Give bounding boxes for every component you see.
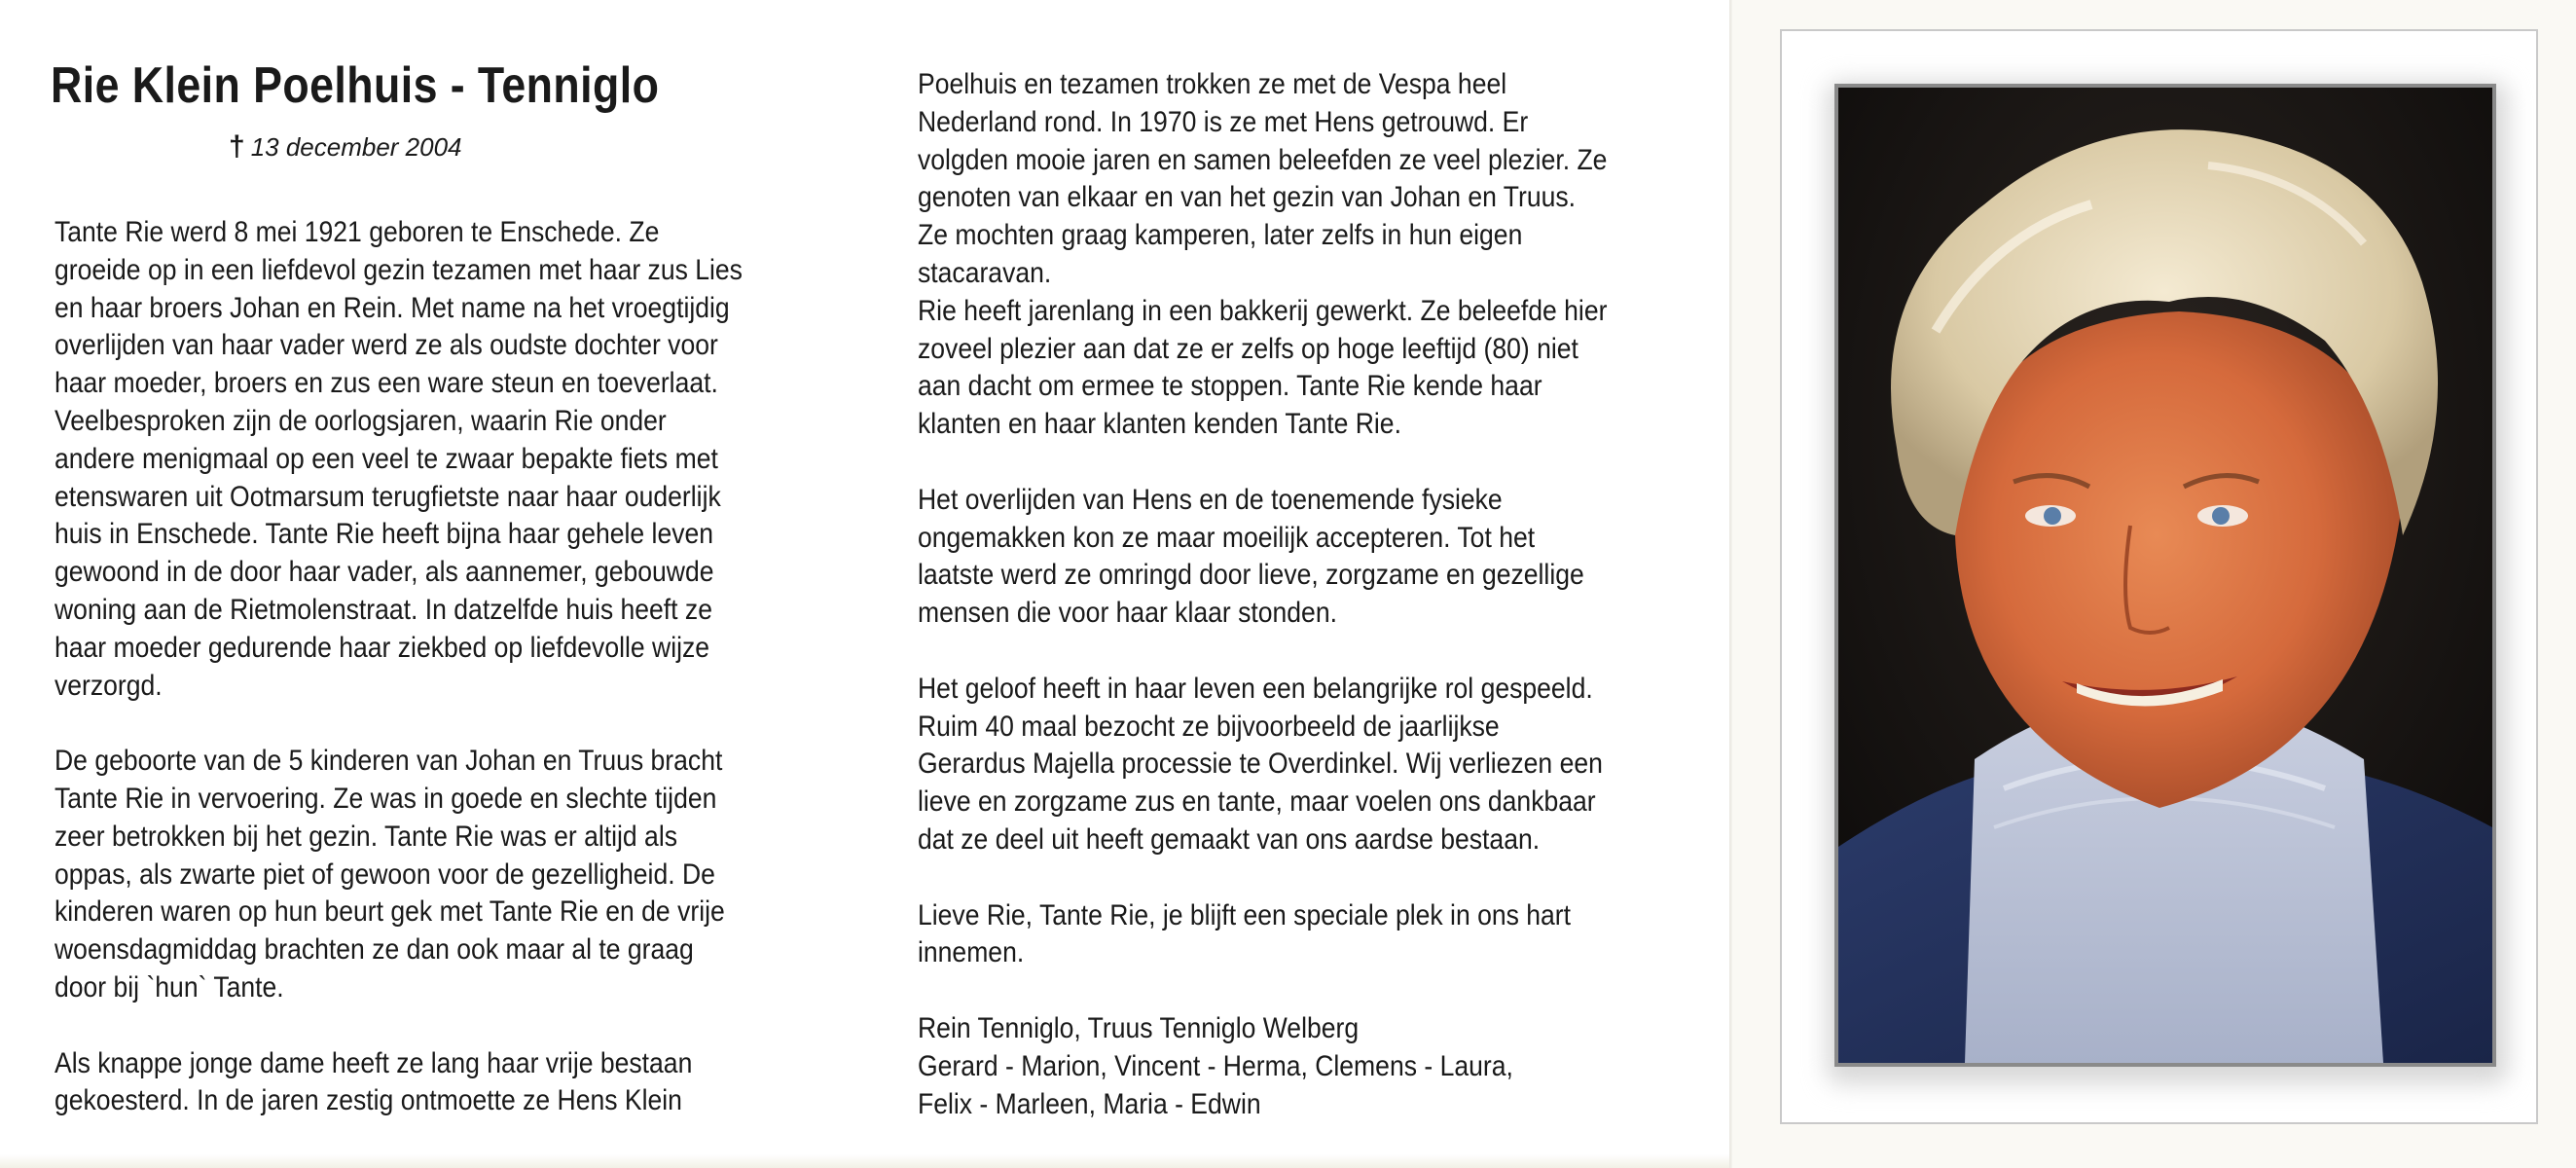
text-line: Gerard - Marion, Vincent - Herma, Clemens - Laura, (918, 1049, 1513, 1082)
text-line: Tante Rie werd 8 mei 1921 geboren te Enschede. Ze (54, 216, 660, 248)
text-line: kinderen waren op hun beurt gek met Tante Rie en de vrije (54, 895, 725, 929)
paragraph-gap (54, 705, 794, 743)
text-line: Gerardus Majella processie te Overdinkel. Wij verliezen een (918, 748, 1603, 781)
portrait-photo (1834, 84, 2496, 1067)
text-line: andere menigmaal op een veel te zwaar bepakte fiets met (54, 442, 718, 475)
text-line: klanten en haar klanten kenden Tante Rie. (918, 408, 1401, 441)
text-line: haar moeder gedurende haar ziekbed op liefdevolle wijze (54, 631, 710, 664)
text-line: door bij `hun` Tante. (54, 970, 284, 1004)
text-line: Ze mochten graag kamperen, later zelfs in hun eigen (918, 219, 1523, 252)
text-line: aan dacht om ermee te stoppen. Tante Rie kende haar (918, 370, 1542, 403)
text-line: Tante Rie in vervoering. Ze was in goede en slechte tijden (54, 782, 717, 815)
text-line: genoten van elkaar en van het gezin van Johan en Truus. (918, 181, 1577, 214)
text-line: Rie heeft jarenlang in een bakkerij gewerkt. Ze beleefde hier (918, 294, 1608, 327)
text-line: mensen die voor haar klaar stonden. (918, 597, 1337, 630)
text-line: dat ze deel uit heeft gemaakt van ons aardse bestaan. (918, 822, 1541, 856)
text-line: Veelbesproken zijn de oorlogsjaren, waarin Rie onder (54, 404, 667, 437)
text-line: Rein Tenniglo, Truus Tenniglo Welberg (918, 1011, 1360, 1044)
text-line: overlijden van haar vader werd ze als oudste dochter voor (54, 329, 718, 362)
death-date: 13 december 2004 (250, 132, 462, 162)
text-line: Het geloof heeft in haar leven een belangrijke rol gespeeld. (918, 672, 1593, 705)
deceased-name: Rie Klein Poelhuis - Tenniglo (51, 57, 660, 114)
paragraph-gap (918, 633, 1657, 671)
text-line: Het overlijden van Hens en de toenemende fysieke (918, 483, 1503, 516)
text-line: verzorgd. (54, 669, 163, 702)
paragraph-gap (918, 972, 1657, 1010)
text-line: en haar broers Johan en Rein. Met name na het vroegtijdig (54, 291, 730, 324)
paragraph-gap (918, 859, 1657, 897)
text-line: huis in Enschede. Tante Rie heeft bijna haar gehele leven (54, 518, 714, 551)
text-line: groeide op in een liefdevol gezin tezamen met haar zus Lies (54, 253, 743, 286)
paragraph-gap (54, 1007, 794, 1045)
text-line: Felix - Marleen, Maria - Edwin (918, 1087, 1261, 1120)
text-line: Nederland rond. In 1970 is ze met Hens getrouwd. Er (918, 105, 1529, 138)
text-line: gekoesterd. In de jaren zestig ontmoette ze Hens Klein (54, 1084, 682, 1117)
text-line: De geboorte van de 5 kinderen van Johan en Truus bracht (54, 745, 723, 778)
text-line: zoveel plezier aan dat ze er zelfs op hoge leeftijd (80) niet (918, 332, 1578, 365)
text-line: laatste werd ze omringd door lieve, zorgzame en gezellige (918, 559, 1584, 592)
paragraph-gap (918, 444, 1657, 482)
text-line: woning aan de Rietmolenstraat. In datzelfde huis heeft ze (54, 593, 712, 626)
text-line: stacaravan. (918, 256, 1052, 289)
text-line: woensdagmiddag brachten ze dan ook maar al te graag (54, 933, 694, 967)
text-line: Poelhuis en tezamen trokken ze met de Vespa heel (918, 68, 1507, 100)
text-line: Als knappe jonge dame heeft ze lang haar vrije bestaan (54, 1046, 693, 1079)
text-column-right (918, 66, 1657, 1123)
death-date-line (229, 130, 715, 164)
card-bottom-edge (0, 1154, 1729, 1168)
text-line: haar moeder, broers en zus een ware steun en toeverlaat. (54, 367, 718, 400)
text-line: Lieve Rie, Tante Rie, je blijft een speciale plek in ons hart (918, 898, 1572, 931)
text-line: innemen. (918, 936, 1025, 969)
text-line: ongemakken kon ze maar moeilijk accepteren. Tot het (918, 521, 1536, 554)
text-column-left (54, 214, 794, 1120)
text-line: gewoond in de door haar vader, als aannemer, gebouwde (54, 556, 714, 589)
text-line: etenswaren uit Ootmarsum terugfietste naar haar ouderlijk (54, 480, 721, 513)
text-line: zeer betrokken bij het gezin. Tante Rie was er altijd als (54, 820, 678, 853)
text-line: lieve en zorgzame zus en tante, maar voelen ons dankbaar (918, 785, 1596, 819)
text-line: Ruim 40 maal bezocht ze bijvoorbeeld de jaarlijkse (918, 710, 1500, 743)
cross-icon: † (229, 130, 245, 163)
text-line: volgden mooie jaren en samen beleefden ze veel plezier. Ze (918, 143, 1608, 176)
text-line: oppas, als zwarte piet of gewoon voor de gezelligheid. De (54, 858, 715, 891)
